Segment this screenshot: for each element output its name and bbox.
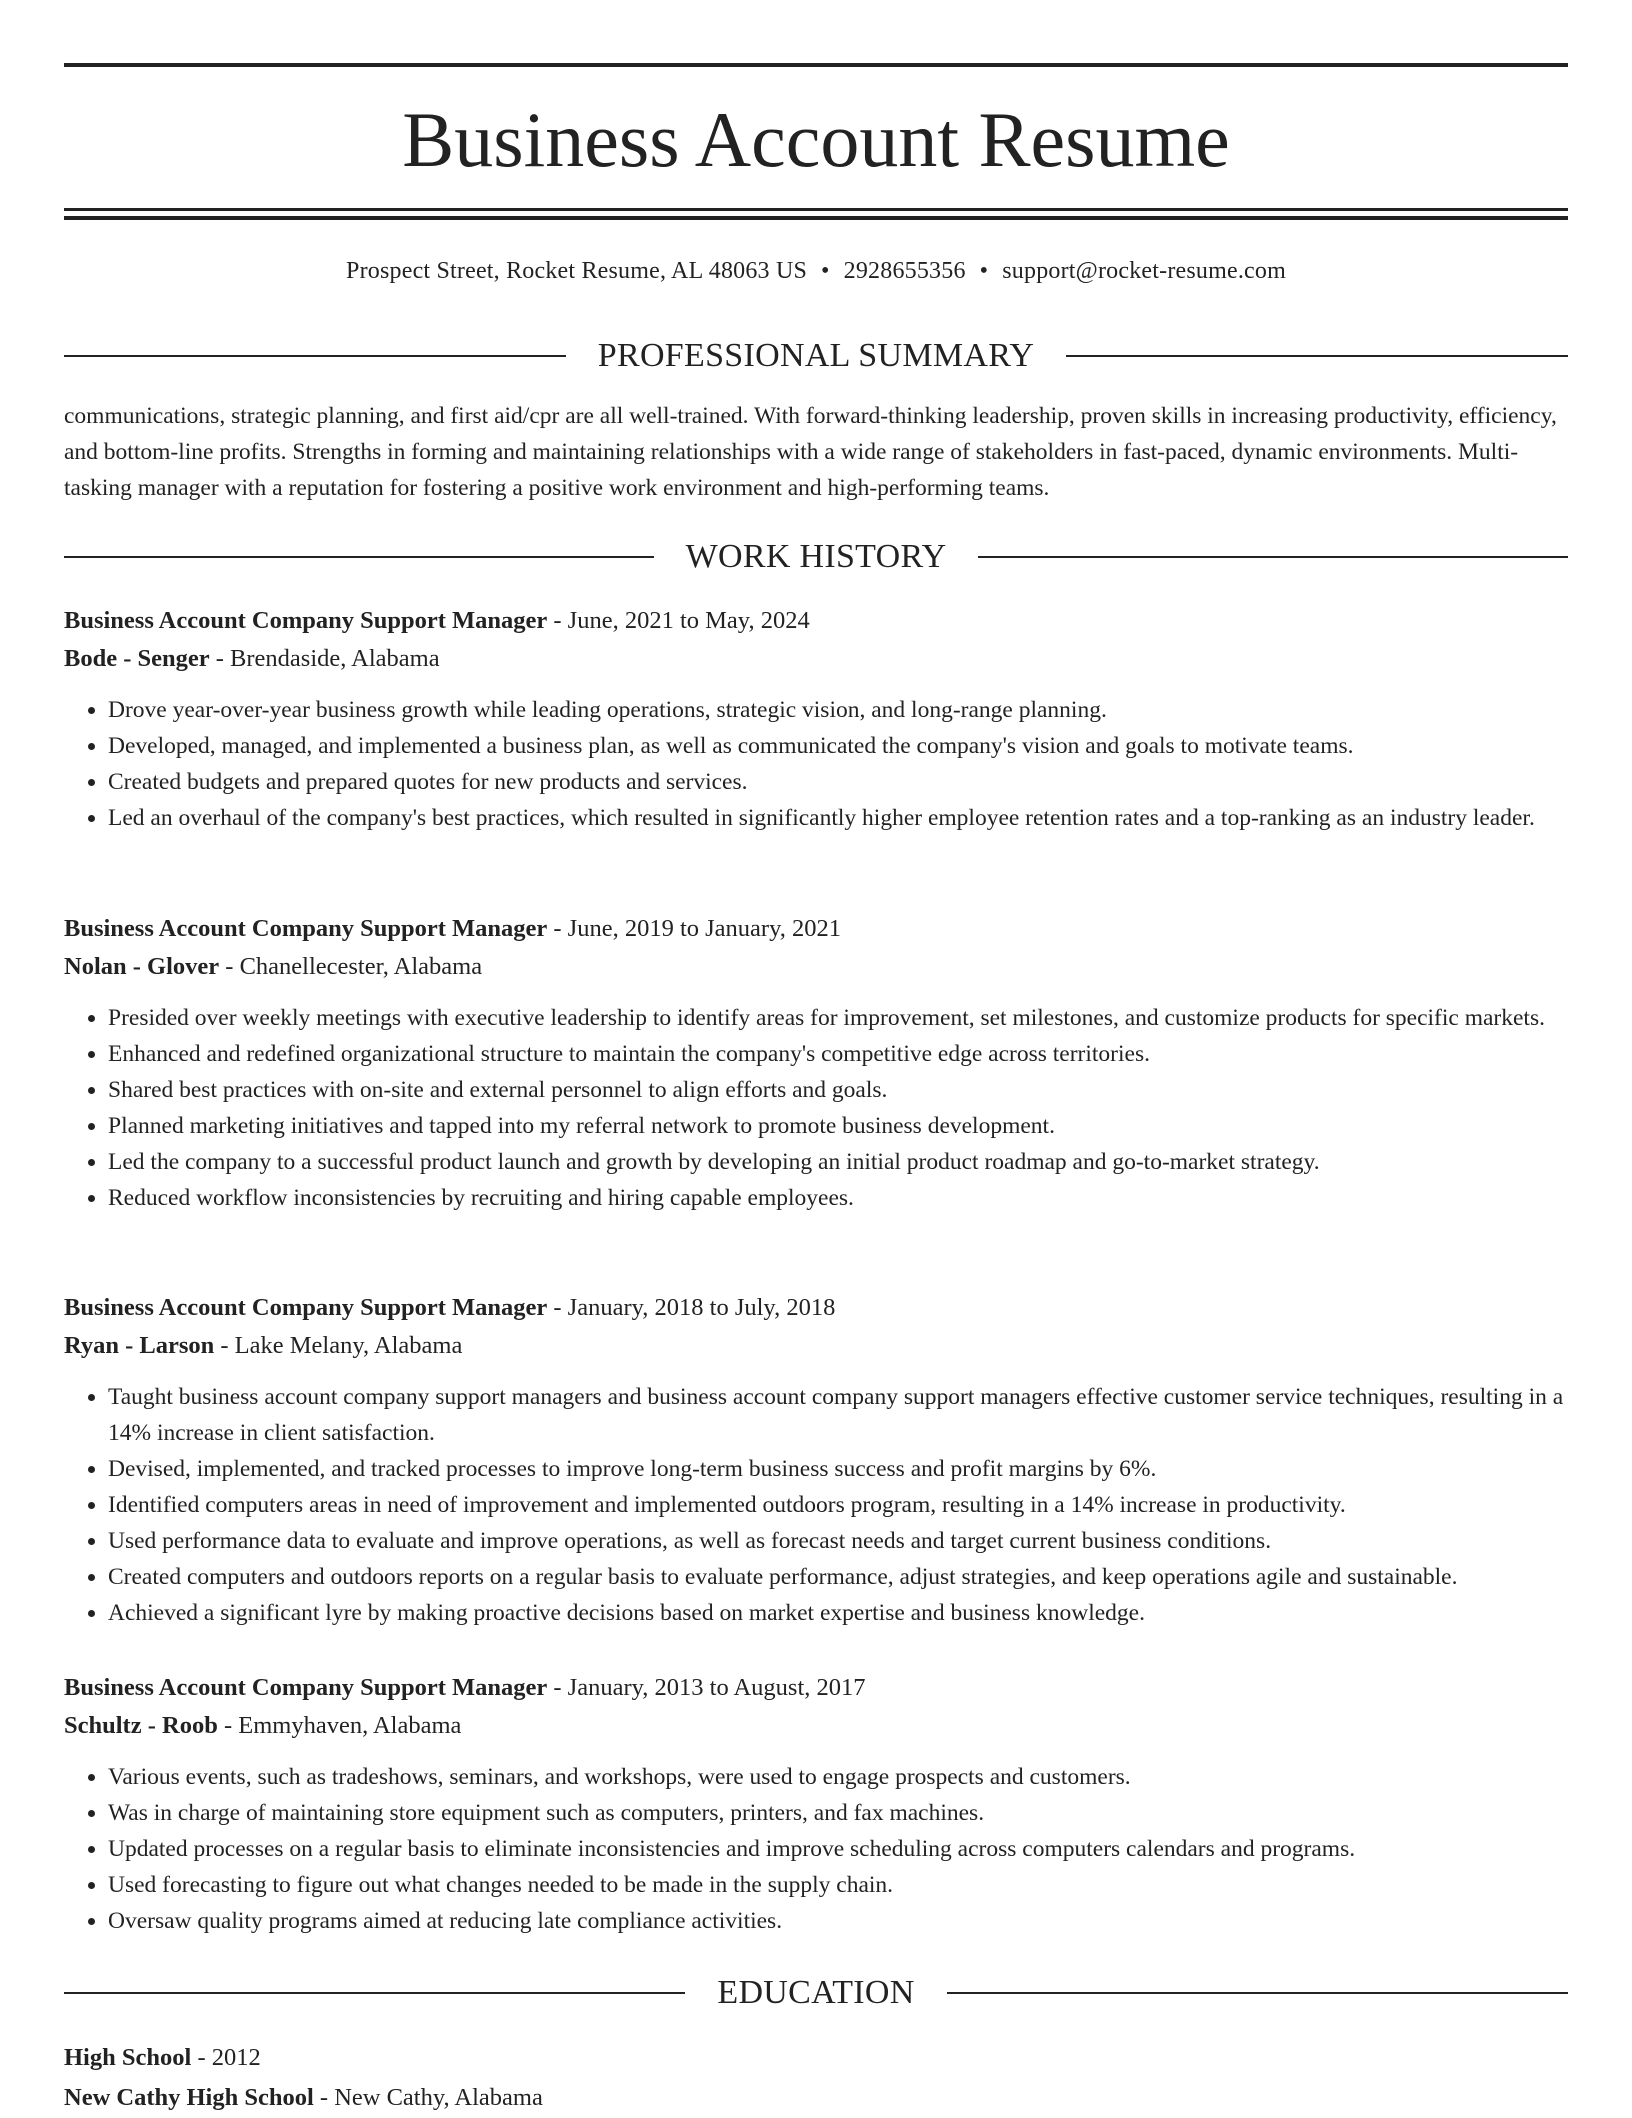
contact-separator: • [979,258,989,284]
contact-separator: • [821,258,830,284]
list-item: • Achieved a significant lyre by making proactive decisions based on market expertise and business knowledge. [108,1595,1568,1631]
list-item: • Created budgets and prepared quotes for new products and services. [108,764,1568,800]
top-divider [64,63,1568,67]
job-title: Business Account Company Support Manager [64,1674,548,1701]
list-item: • Developed, managed, and implemented a business plan, as well as communicated the company's vision and goals to motivate teams. [108,728,1568,764]
list-item: • Presided over weekly meetings with executive leadership to identify areas for improvement, set milestones, and customize products for specific markets. [108,1000,1568,1036]
job-title: Business Account Company Support Manager [64,607,548,634]
list-item: • Various events, such as tradeshows, seminars, and workshops, were used to engage prospects and customers. [108,1759,1568,1795]
list-item: • Led the company to a successful product launch and growth by developing an initial product roadmap and go-to-market strategy. [108,1144,1568,1180]
section-header-education [64,1973,1568,2013]
education-school: New Cathy High School [64,2084,314,2111]
list-item: • Updated processes on a regular basis to eliminate inconsistencies and improve scheduling across computers calendars and programs. [108,1831,1568,1867]
section-header-summary [64,336,1568,376]
list-item: • Used forecasting to figure out what changes needed to be made in the supply chain. [108,1867,1568,1903]
list-item: • Reduced workflow inconsistencies by recruiting and hiring capable employees. [108,1180,1568,1216]
section-title: WORK HISTORY [685,538,947,575]
job-company: Schultz - Roob [64,1712,218,1739]
section-title: PROFESSIONAL SUMMARY [597,337,1035,374]
job-dates: - June, 2021 to May, 2024 [547,607,810,634]
job-location: - Lake Melany, Alabama [214,1332,463,1359]
professional-summary: communications, strategic planning, and first aid/cpr are all well-trained. With forward-thinking leadership, proven skills in increasing productivity, efficiency, and bottom-line profits. Strengths in forming and maintaining relationships with a wide range of stakeholders in fast-paced, dynamic environments. Multi-tasking manager with a reputation for fostering a positive work environment and high-performing teams. [64,403,1557,501]
contact-address: Prospect Street, Rocket Resume, AL 48063 US [346,258,808,284]
contact-phone: 2928655356 [843,258,966,284]
list-item: • Planned marketing initiatives and tapped into my referral network to promote business development. [108,1108,1568,1144]
education-year: - 2012 [191,2044,261,2071]
list-item: • Identified computers areas in need of improvement and implemented outdoors program, resulting in a 14% increase in productivity. [108,1487,1568,1523]
job-bullets [64,1000,1568,1216]
list-item: • Enhanced and redefined organizational structure to maintain the company's competitive edge across territories. [108,1036,1568,1072]
job-title: Business Account Company Support Manager [64,915,548,942]
job-company: Nolan - Glover [64,953,220,980]
section-header-work [64,537,1568,577]
education-location: - New Cathy, Alabama [313,2084,543,2111]
job-company: Bode - Senger [64,645,210,672]
list-item: • Led an overhaul of the company's best practices, which resulted in significantly higher employee retention rates and a top-ranking as an industry leader. [108,800,1568,836]
list-item: • Used performance data to evaluate and improve operations, as well as forecast needs and target current business conditions. [108,1523,1568,1559]
job-dates: - January, 2013 to August, 2017 [547,1674,866,1701]
list-item: • Shared best practices with on-site and external personnel to align efforts and goals. [108,1072,1568,1108]
job-location: - Emmyhaven, Alabama [217,1712,462,1739]
job-bullets [64,692,1568,836]
job-bullets [64,1759,1568,1939]
list-item: • Oversaw quality programs aimed at reducing late compliance activities. [108,1903,1568,1939]
job-entry [64,910,1568,1216]
list-item: • Was in charge of maintaining store equipment such as computers, printers, and fax machines. [108,1795,1568,1831]
job-dates: - June, 2019 to January, 2021 [547,915,841,942]
job-entry [64,602,1568,836]
job-location: - Brendaside, Alabama [209,645,440,672]
job-company: Ryan - Larson [64,1332,215,1359]
list-item: • Drove year-over-year business growth while leading operations, strategic vision, and long-range planning. [108,692,1568,728]
contact-email[interactable]: support@rocket-resume.com [1002,258,1286,284]
job-entry [64,1289,1568,1631]
list-item: • Created computers and outdoors reports on a regular basis to evaluate performance, adjust strategies, and keep operations agile and sustainable. [108,1559,1568,1595]
resume-title: Business Account Resume [402,96,1230,183]
job-location: - Chanellecester, Alabama [219,953,483,980]
job-bullets [64,1379,1568,1631]
title-double-divider [64,208,1568,220]
education-degree: High School [64,2044,192,2071]
contact-line [64,254,1568,288]
list-item: • Taught business account company support managers and business account company support managers effective customer service techniques, resulting in a 14% increase in client satisfaction. [108,1379,1568,1451]
list-item: • Devised, implemented, and tracked processes to improve long-term business success and profit margins by 6%. [108,1451,1568,1487]
section-title: EDUCATION [717,1974,915,2011]
job-dates: - January, 2018 to July, 2018 [547,1294,836,1321]
education-entry [64,2038,1568,2118]
job-entry [64,1669,1568,1939]
job-title: Business Account Company Support Manager [64,1294,548,1321]
